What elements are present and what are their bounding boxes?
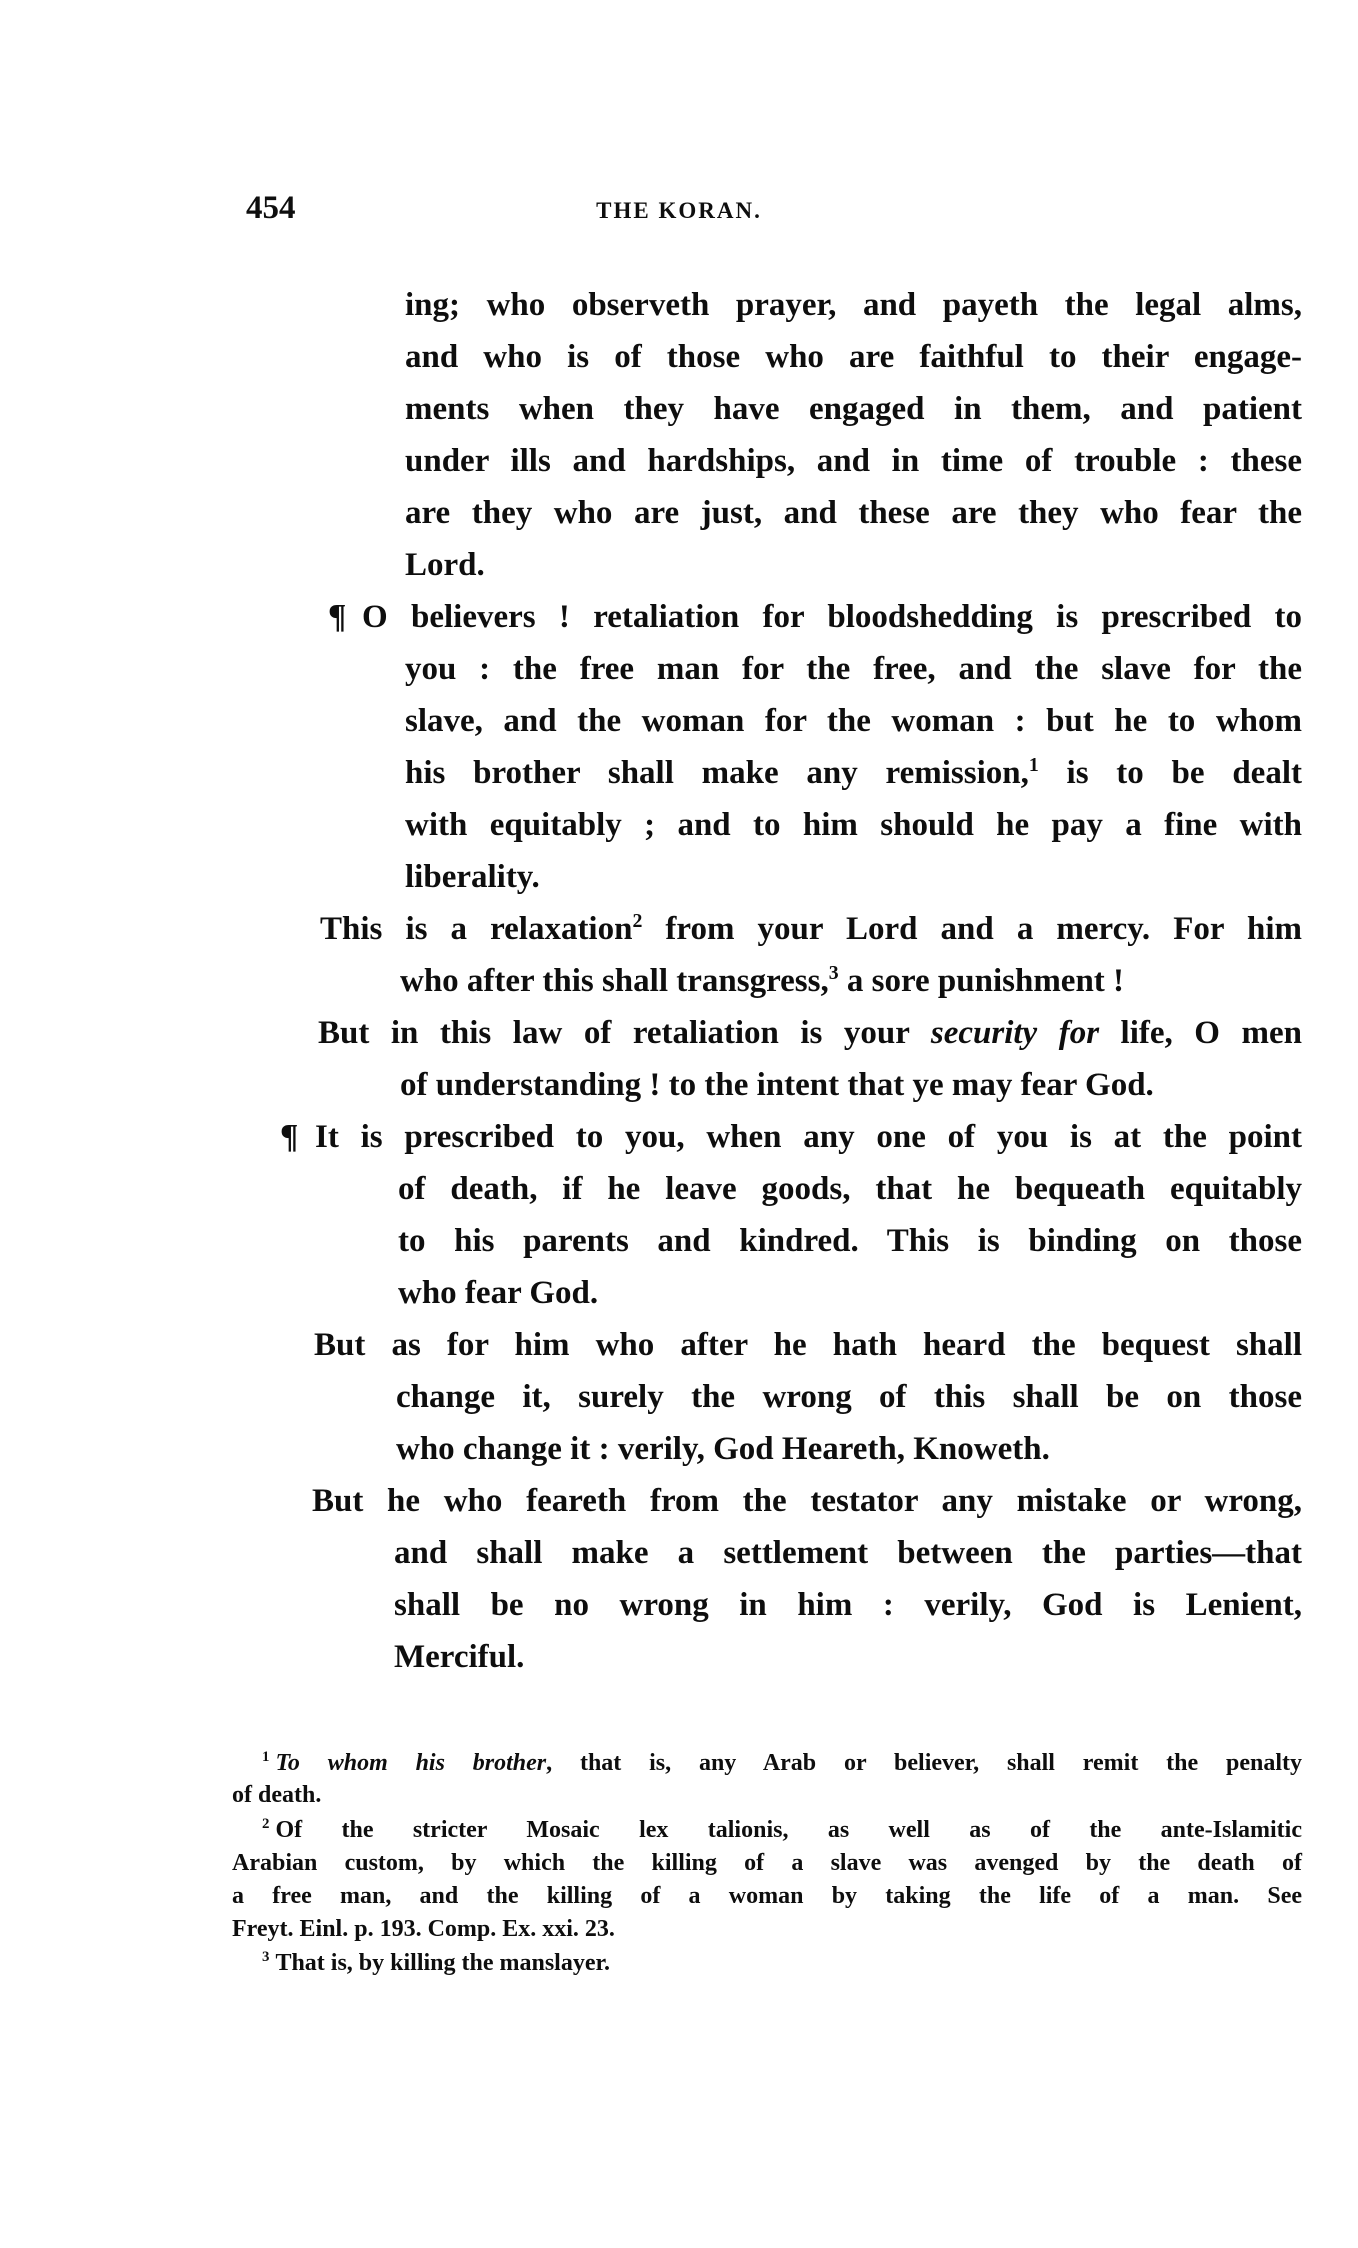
text-segment: This is a relaxation xyxy=(320,911,633,947)
text-line: you : the free man for the free, and the slave for the xyxy=(405,651,1302,687)
text-segment: his brother shall make any remission, xyxy=(405,755,1029,791)
text-segment: But in this law of retaliation is your xyxy=(318,1015,931,1051)
footnote-line xyxy=(262,1948,1302,1978)
text-line: O believers ! retaliation for bloodshedding is prescribed to xyxy=(362,599,1302,635)
text-segment: That is, by killing the manslayer. xyxy=(275,1950,610,1976)
footnote-mark: 1 xyxy=(262,1749,270,1765)
text-line: slave, and the woman for the woman : but he to whom xyxy=(405,703,1302,739)
text-line: who fear God. xyxy=(398,1275,599,1311)
pilcrow-icon: ¶ xyxy=(328,598,347,635)
footnote-line: a free man, and the killing of a woman by taking the life of a man. See xyxy=(232,1883,1302,1909)
text-line: But he who feareth from the testator any mistake or wrong, xyxy=(312,1483,1302,1519)
text-line: of death, if he leave goods, that he bequeath equitably xyxy=(398,1171,1302,1207)
text-line xyxy=(318,1013,1302,1053)
footnote-ref-3[interactable]: 3 xyxy=(828,962,839,984)
footnote-line xyxy=(262,1748,1302,1778)
running-head: THE KORAN. xyxy=(596,198,762,223)
italic-text: security for xyxy=(930,1015,1100,1051)
text-line xyxy=(400,961,1302,1001)
page-number: 454 xyxy=(246,190,296,226)
text-segment: is to be dealt xyxy=(1038,755,1302,791)
italic-text: To whom his brother xyxy=(275,1750,547,1776)
text-line: Merciful. xyxy=(394,1639,525,1675)
footnote-line: Arabian custom, by which the killing of a slave was avenged by the death of xyxy=(232,1850,1302,1876)
text-line: But as for him who after he hath heard the bequest shall xyxy=(314,1327,1302,1363)
text-line: with equitably ; and to him should he pay a fine with xyxy=(405,807,1302,843)
text-line: and who is of those who are faithful to their engage- xyxy=(405,339,1302,375)
text-segment: from your Lord and a mercy. For him xyxy=(642,911,1303,947)
text-segment: a sore punishment ! xyxy=(838,963,1125,999)
footnote-mark: 3 xyxy=(262,1949,270,1965)
text-line: to his parents and kindred. This is binding on those xyxy=(398,1223,1302,1259)
text-line xyxy=(320,909,1302,949)
text-segment: , that is, any Arab or believer, shall remit the penalty xyxy=(546,1750,1302,1776)
footnote-line: Freyt. Einl. p. 193. Comp. Ex. xxi. 23. xyxy=(232,1916,615,1942)
footnote-line xyxy=(262,1815,1302,1845)
pilcrow-icon: ¶ xyxy=(280,1118,299,1155)
footnote-line: of death. xyxy=(232,1782,322,1808)
text-segment: who after this shall transgress, xyxy=(400,963,829,999)
text-line xyxy=(405,753,1302,793)
text-line: of understanding ! to the intent that ye may fear God. xyxy=(400,1067,1154,1103)
text-line: who change it : verily, God Heareth, Knoweth. xyxy=(396,1431,1050,1467)
text-line: shall be no wrong in him : verily, God is Lenient, xyxy=(394,1587,1302,1623)
footnote-ref-1[interactable]: 1 xyxy=(1028,754,1039,776)
text-line: It is prescribed to you, when any one of you is at the point xyxy=(315,1119,1302,1155)
text-line: under ills and hardships, and in time of trouble : these xyxy=(405,443,1302,479)
text-line: are they who are just, and these are they who fear the xyxy=(405,495,1302,531)
text-line: and shall make a settlement between the parties—that xyxy=(394,1535,1302,1571)
text-line: Lord. xyxy=(405,547,485,583)
text-line: ments when they have engaged in them, and patient xyxy=(405,391,1302,427)
text-line: change it, surely the wrong of this shall be on those xyxy=(396,1379,1302,1415)
footnote-mark: 2 xyxy=(262,1816,270,1832)
text-segment: life, O men xyxy=(1099,1015,1302,1051)
footnote-ref-2[interactable]: 2 xyxy=(632,910,643,932)
text-segment: Of the stricter Mosaic lex talionis, as well as of the ante-Islamitic xyxy=(275,1817,1302,1843)
text-line: liberality. xyxy=(405,859,540,895)
text-line: ing; who observeth prayer, and payeth the legal alms, xyxy=(405,287,1302,323)
